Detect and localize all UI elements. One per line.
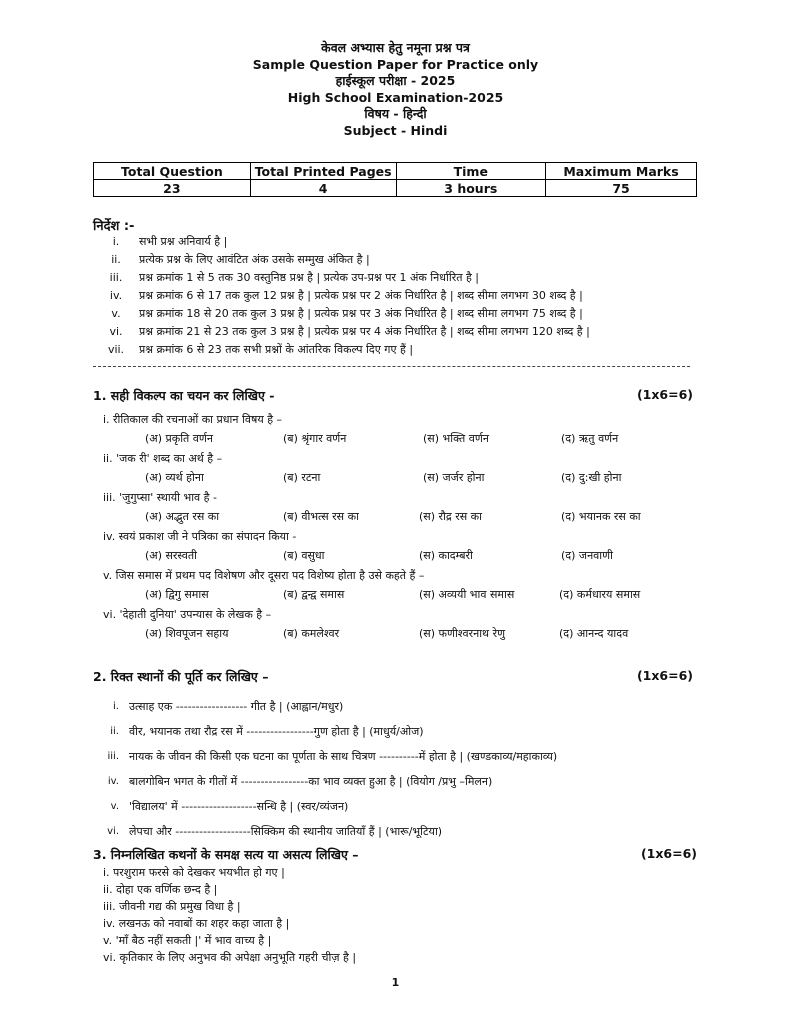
question-3-items <box>103 864 703 966</box>
mcq-option: (अ) शिवपूजन सहाय <box>145 627 229 640</box>
header-practice-hindi: केवल अभ्यास हेतु नमूना प्रश्न पत्र <box>321 40 470 55</box>
item-text: लेपचा और -------------------सिक्किम की स्थानीय जातियाँ हैं | (भारू/भूटिया) <box>129 825 443 838</box>
mcq-item <box>93 605 693 644</box>
page-number: 1 <box>391 976 400 989</box>
mcq-item <box>93 449 693 488</box>
header-practice-english: Sample Question Paper for Practice only <box>252 56 539 72</box>
mcq-option: (ब) द्वन्द्व समास <box>283 588 345 601</box>
instruction-item <box>93 305 693 323</box>
table-header-cell: Total Printed Pages <box>250 163 396 180</box>
true-false-item: v. 'माँ बैठ नहीं सकती |' में भाव वाच्य है | <box>103 934 272 947</box>
question-2-items <box>93 694 693 844</box>
mcq-stem: i. रीतिकाल की रचनाओं का प्रधान विषय है – <box>103 413 283 426</box>
exam-info-header-row <box>94 163 697 180</box>
instruction-text: प्रत्येक प्रश्न के लिए आवंटित अंक उसके सम्मुख अंकित है | <box>139 253 370 266</box>
item-number: iv. <box>107 776 119 787</box>
mcq-option: (अ) व्यर्थ होना <box>145 471 204 484</box>
mcq-options <box>93 507 693 527</box>
fill-blank-item <box>93 694 693 719</box>
item-number: vi. <box>107 826 119 837</box>
mcq-option: (द) आनन्द यादव <box>559 627 629 640</box>
item-number: i. <box>113 701 119 712</box>
mcq-stem: iv. स्वयं प्रकाश जी ने पत्रिका का संपादन किया - <box>103 530 297 543</box>
item-text: नायक के जीवन की किसी एक घटना का पूर्णता के साथ चित्रण ----------में होता है | (खण्डकाव्य/महाकाव्य) <box>129 750 558 763</box>
table-header-cell: Time <box>396 163 546 180</box>
mcq-options <box>93 546 693 566</box>
mcq-option: (ब) वीभत्स रस का <box>283 510 359 523</box>
mcq-option: (ब) कमलेश्वर <box>283 627 340 640</box>
instruction-number: iv. <box>109 289 123 302</box>
instruction-item <box>93 287 693 305</box>
mcq-item <box>93 566 693 605</box>
true-false-item: i. परशुराम फरसे को देखकर भयभीत हो गए | <box>103 866 285 879</box>
table-value-cell: 75 <box>546 180 697 197</box>
mcq-options <box>93 429 693 449</box>
true-false-item: iv. लखनऊ को नवाबों का शहर कहा जाता है | <box>103 917 290 930</box>
fill-blank-item <box>93 819 693 844</box>
mcq-option: (स) फणीश्वरनाथ रेणु <box>419 627 506 640</box>
question-3-title: 3. निम्नलिखित कथनों के समक्ष सत्य या असत्य लिखिए – <box>93 847 359 862</box>
mcq-options <box>93 468 693 488</box>
mcq-option: (अ) प्रकृति वर्णन <box>145 432 213 445</box>
instruction-text: प्रश्न क्रमांक 6 से 23 तक सभी प्रश्नों के आंतरिक विकल्प दिए गए हैं | <box>139 343 414 356</box>
mcq-options <box>93 624 693 644</box>
exam-info-table <box>93 162 697 197</box>
fill-blank-item <box>93 744 693 769</box>
instruction-number: vi. <box>109 325 123 338</box>
instruction-text: सभी प्रश्न अनिवार्य है | <box>139 235 228 248</box>
question-1-heading <box>93 387 693 404</box>
mcq-option: (स) जर्जर होना <box>423 471 485 484</box>
header-exam-english: High School Examination-2025 <box>287 89 504 105</box>
table-header-cell: Maximum Marks <box>546 163 697 180</box>
instruction-number: v. <box>111 307 121 320</box>
instruction-item <box>93 233 693 251</box>
question-3-marks: (1x6=6) <box>640 846 697 861</box>
instruction-item <box>93 341 693 359</box>
instruction-number: ii. <box>111 253 121 266</box>
item-number: iii. <box>107 751 119 762</box>
instruction-number: i. <box>112 235 120 248</box>
question-1-title: 1. सही विकल्प का चयन कर लिखिए - <box>93 388 275 403</box>
header-subject-hindi: विषय - हिन्दी <box>364 106 427 121</box>
true-false-item: iii. जीवनी गद्य की प्रमुख विधा है | <box>103 900 241 913</box>
fill-blank-item <box>93 719 693 744</box>
table-value-cell: 23 <box>94 180 251 197</box>
header-subject-english: Subject - Hindi <box>343 122 448 138</box>
item-text: वीर, भयानक तथा रौद्र रस में -----------------गुण होता है | (माधुर्य/ओज) <box>129 725 424 738</box>
mcq-option: (द) कर्मधारय समास <box>559 588 641 601</box>
mcq-options <box>93 585 693 605</box>
paper-header <box>0 40 791 139</box>
mcq-stem: v. जिस समास में प्रथम पद विशेषण और दूसरा पद विशेष्य होता है उसे कहते हैं – <box>103 569 425 582</box>
mcq-option: (अ) द्विगु समास <box>145 588 209 601</box>
table-value-cell: 3 hours <box>396 180 546 197</box>
mcq-stem: ii. 'जक री' शब्द का अर्थ है – <box>103 452 223 465</box>
instruction-text: प्रश्न क्रमांक 6 से 17 तक कुल 12 प्रश्न है | प्रत्येक प्रश्न पर 2 अंक निर्धारित है | शब्द सीमा लगभग 30 शब्द है | <box>139 289 583 302</box>
exam-info-value-row <box>94 180 697 197</box>
mcq-option: (ब) वसुधा <box>283 549 325 562</box>
table-value-cell: 4 <box>250 180 396 197</box>
instruction-text: प्रश्न क्रमांक 18 से 20 तक कुल 3 प्रश्न है | प्रत्येक प्रश्न पर 3 अंक निर्धारित है | शब्द सीमा लगभग 75 शब्द है | <box>139 307 583 320</box>
mcq-item <box>93 488 693 527</box>
true-false-item: ii. दोहा एक वर्णिक छन्द है | <box>103 883 218 896</box>
mcq-item <box>93 410 693 449</box>
question-1-items <box>93 410 693 644</box>
mcq-option: (द) ऋतु वर्णन <box>561 432 619 445</box>
instruction-item <box>93 269 693 287</box>
question-2-marks: (1x6=6) <box>636 668 693 683</box>
fill-blank-item <box>93 769 693 794</box>
item-text: उत्साह एक ------------------ गीत है | (आह्वान/मधुर) <box>129 700 344 713</box>
mcq-option: (ब) रटना <box>283 471 321 484</box>
table-header-cell: Total Question <box>94 163 251 180</box>
instruction-text: प्रश्न क्रमांक 1 से 5 तक 30 वस्तुनिष्ठ प्रश्न है | प्रत्येक उप-प्रश्न पर 1 अंक निर्धारित है | <box>139 271 480 284</box>
mcq-option: (स) कादम्बरी <box>419 549 473 562</box>
mcq-option: (स) रौद्र रस का <box>419 510 482 523</box>
question-2-heading <box>93 668 693 685</box>
mcq-option: (अ) अद्भुत रस का <box>145 510 220 523</box>
question-1-marks: (1x6=6) <box>636 387 693 402</box>
header-exam-hindi: हाईस्कूल परीक्षा - 2025 <box>335 73 456 88</box>
instruction-number: vii. <box>107 343 125 356</box>
item-text: बालगोबिन भगत के गीतों में -----------------का भाव व्यक्त हुआ है | (वियोग /प्रभु –मिलन) <box>129 775 493 788</box>
mcq-option: (द) जनवाणी <box>561 549 613 562</box>
instruction-number: iii. <box>109 271 123 284</box>
mcq-option: (द) दु:खी होना <box>561 471 622 484</box>
instructions-list <box>93 233 693 359</box>
dashed-separator <box>93 366 690 367</box>
mcq-stem: vi. 'देहाती दुनिया' उपन्यास के लेखक है – <box>103 608 272 621</box>
question-2-title: 2. रिक्त स्थानों की पूर्ति कर लिखिए – <box>93 669 269 684</box>
mcq-stem: iii. 'जुगुप्सा' स्थायी भाव है - <box>103 491 217 504</box>
item-text: 'विद्यालय' में -------------------सन्धि है | (स्वर/व्यंजन) <box>129 800 349 813</box>
fill-blank-item <box>93 794 693 819</box>
instruction-text: प्रश्न क्रमांक 21 से 23 तक कुल 3 प्रश्न है | प्रत्येक प्रश्न पर 4 अंक निर्धारित है | शब्द सीमा लगभग 120 शब्द है | <box>139 325 590 338</box>
true-false-item: vi. कृतिकार के लिए अनुभव की अपेक्षा अनुभूति गहरी चीज़ है | <box>103 951 357 964</box>
instruction-item <box>93 323 693 341</box>
mcq-option: (स) भक्ति वर्णन <box>423 432 489 445</box>
mcq-option: (स) अव्ययी भाव समास <box>419 588 515 601</box>
instructions-title: निर्देश :- <box>93 219 135 234</box>
instruction-item <box>93 251 693 269</box>
question-3-heading <box>93 846 697 863</box>
mcq-option: (ब) श्रृंगार वर्णन <box>283 432 347 445</box>
item-number: v. <box>110 801 119 812</box>
mcq-option: (द) भयानक रस का <box>561 510 641 523</box>
mcq-item <box>93 527 693 566</box>
item-number: ii. <box>110 726 119 737</box>
mcq-option: (अ) सरस्वती <box>145 549 197 562</box>
